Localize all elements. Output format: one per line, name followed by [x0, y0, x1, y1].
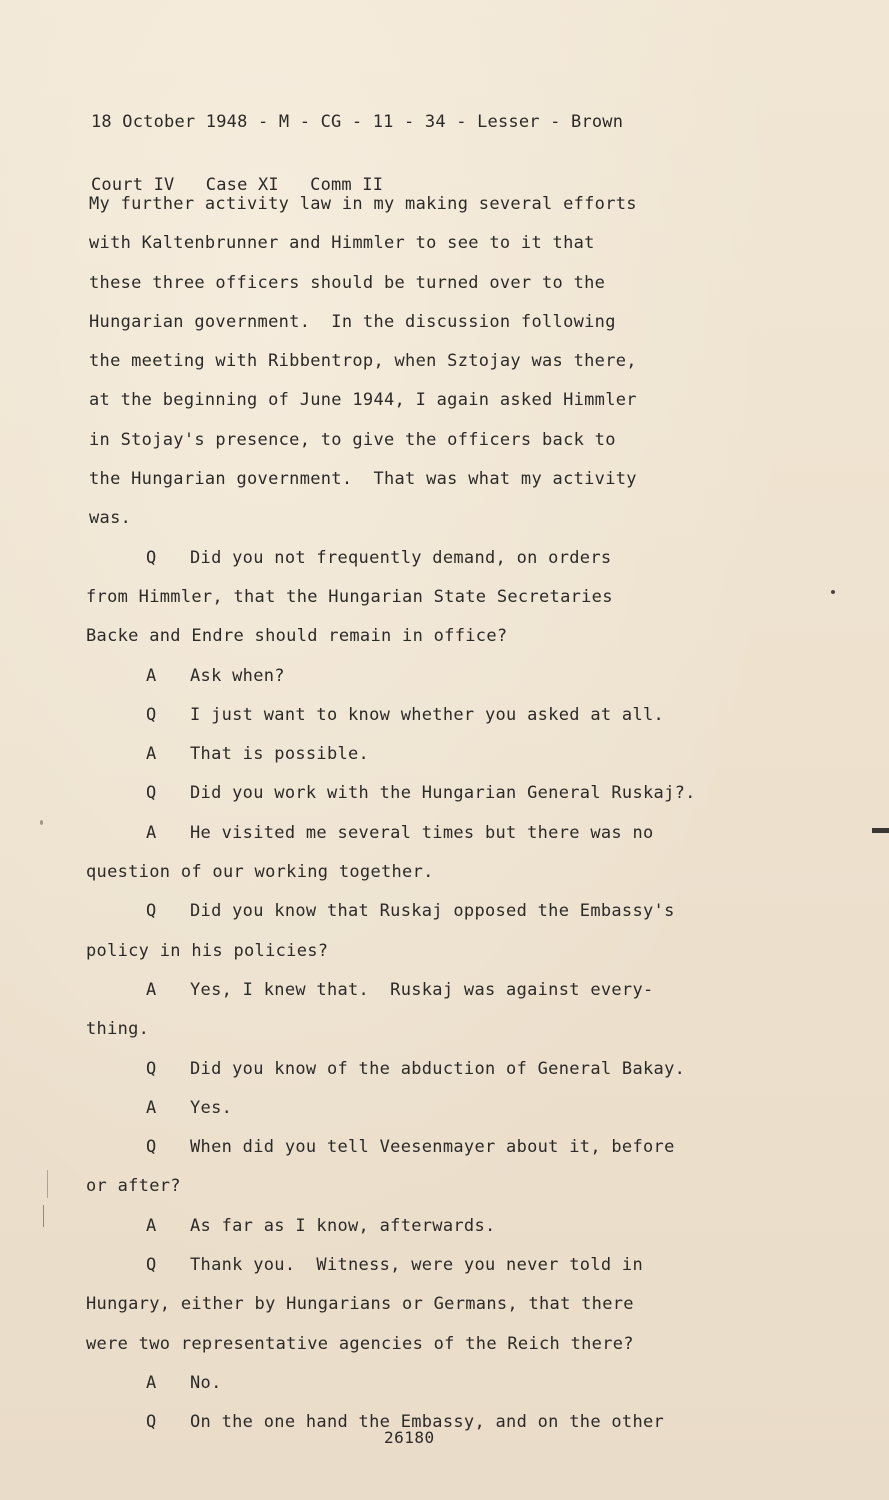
transcript-body: [86, 185, 786, 1443]
answer-marker: A: [146, 665, 157, 686]
transcript-text: Did you work with the Hungarian General Ruskaj?.: [190, 783, 696, 804]
transcript-line: or after?: [86, 1176, 181, 1197]
transcript-line: My further activity law in my making several efforts: [89, 194, 637, 214]
transcript-text: On the one hand the Embassy, and on the other: [190, 1412, 665, 1433]
transcript-line: from Himmler, that the Hungarian State Secretaries: [86, 586, 613, 607]
question-marker: Q: [146, 1137, 157, 1158]
transcript-text: Did you know that Ruskaj opposed the Embassy's: [190, 901, 675, 922]
answer-line: [86, 971, 786, 1010]
answer-marker: A: [146, 822, 157, 843]
answer-marker: A: [146, 1097, 157, 1118]
transcript-text: He visited me several times but there was no: [190, 822, 654, 843]
question-marker: Q: [146, 547, 157, 568]
transcript-text: Did you know of the abduction of General Bakay.: [190, 1058, 686, 1079]
answer-line: [86, 657, 786, 696]
transcript-text: As far as I know, afterwards.: [190, 1215, 496, 1236]
transcript-text: Ask when?: [190, 665, 285, 686]
question-line: [86, 1050, 786, 1089]
question-marker: Q: [146, 901, 157, 922]
answer-line: [86, 735, 786, 774]
transcript-text: Yes.: [190, 1097, 233, 1118]
question-marker: Q: [146, 1255, 157, 1276]
transcript-text: That is possible.: [190, 744, 370, 765]
transcript-line: Hungarian government. In the discussion following: [89, 311, 616, 332]
answer-marker: A: [146, 1215, 157, 1236]
page-number: 26180: [384, 1428, 435, 1447]
answer-line: [86, 1089, 786, 1128]
transcript-line: policy in his policies?: [86, 940, 329, 961]
answer-marker: A: [146, 744, 157, 765]
edge-mark: [47, 1170, 48, 1198]
question-line: [86, 1128, 786, 1167]
question-line: [86, 1246, 786, 1285]
question-marker: Q: [146, 704, 157, 725]
transcript-line: thing.: [86, 1019, 150, 1040]
answer-marker: A: [146, 979, 157, 1000]
question-line: [86, 539, 786, 578]
transcript-text: Thank you. Witness, were you never told in: [190, 1255, 643, 1276]
transcript-line: was.: [89, 508, 132, 529]
transcript-line: these three officers should be turned over to the: [89, 272, 606, 293]
transcript-text: Did you not frequently demand, on orders: [190, 547, 612, 568]
transcript-line: Hungary, either by Hungarians or Germans, that there: [86, 1294, 634, 1315]
transcript-line: question of our working together.: [86, 862, 434, 883]
transcript-text: I just want to know whether you asked at all.: [190, 704, 665, 725]
question-line: [86, 892, 786, 931]
question-line: [86, 696, 786, 735]
question-line: [86, 1403, 786, 1442]
answer-line: [86, 814, 786, 853]
transcript-line: were two representative agencies of the Reich there?: [86, 1333, 634, 1354]
header-line-2: Court IV Case XI Comm II: [91, 175, 384, 195]
transcript-line: Backe and Endre should remain in office?: [86, 626, 508, 647]
transcript-line: the Hungarian government. That was what my activity: [89, 469, 637, 490]
transcript-text: When did you tell Veesenmayer about it, before: [190, 1137, 675, 1158]
question-line: [86, 774, 786, 813]
question-marker: Q: [146, 783, 157, 804]
transcript-line: at the beginning of June 1944, I again asked Himmler: [89, 390, 637, 411]
answer-line: [86, 1207, 786, 1246]
scan-speck: [831, 590, 835, 594]
header-line-1: 18 October 1948 - M - CG - 11 - 34 - Lesser - Brown: [91, 112, 624, 132]
transcript-line: the meeting with Ribbentrop, when Sztojay was there,: [89, 351, 637, 372]
transcript-text: No.: [190, 1372, 222, 1393]
question-marker: Q: [146, 1412, 157, 1433]
transcript-line: with Kaltenbrunner and Himmler to see to it that: [89, 233, 595, 254]
transcript-text: Yes, I knew that. Ruskaj was against every-: [190, 979, 654, 1000]
transcript-line: in Stojay's presence, to give the officers back to: [89, 429, 616, 450]
edge-mark: [872, 828, 889, 833]
question-marker: Q: [146, 1058, 157, 1079]
answer-marker: A: [146, 1372, 157, 1393]
edge-mark: [43, 1205, 44, 1227]
answer-line: [86, 1364, 786, 1403]
scan-speck: [40, 820, 43, 825]
